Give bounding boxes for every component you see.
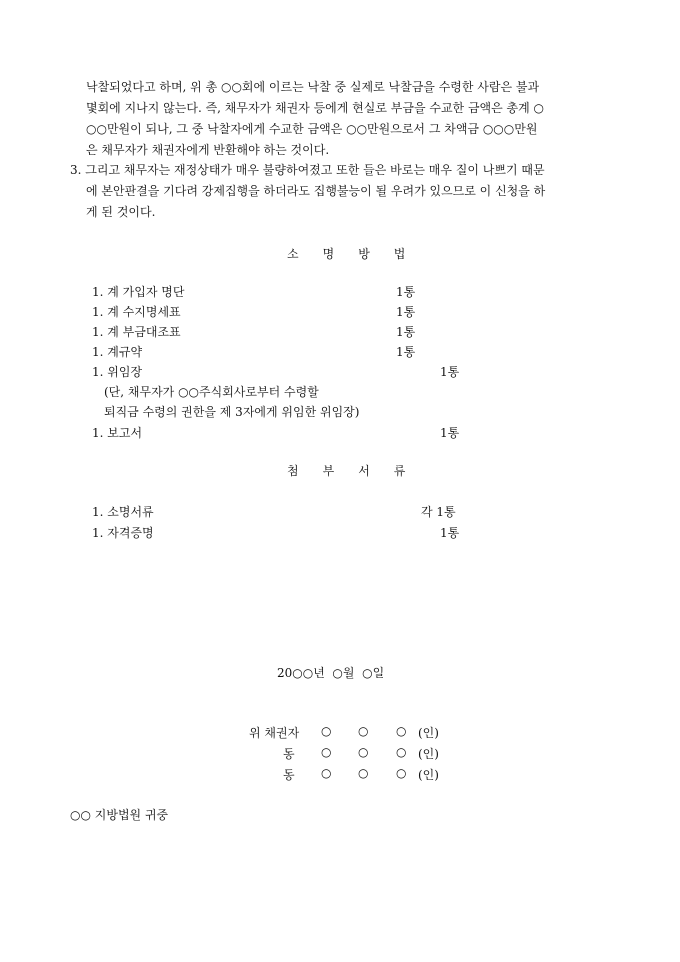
paragraph-3-line: 게 된 것이다. — [86, 205, 156, 219]
signature-name-char: ○ — [358, 724, 369, 738]
evidence-note: 퇴직금 수령의 권한을 제 3자에게 위임한 위임장) — [104, 405, 360, 419]
evidence-item: 1. 계 부금대조표 — [92, 325, 181, 339]
attachment-count: 각 1통 — [421, 505, 456, 519]
heading-char: 서 — [358, 464, 370, 478]
text-line: 낙찰되었다고 하며, 위 총 ○○회에 이르는 낙찰 중 실제로 낙찰금을 수령한 사람은 불과 — [86, 80, 540, 94]
attachment-item: 1. 소명서류 — [92, 505, 154, 519]
seal-mark: (인) — [418, 726, 439, 740]
evidence-count: 1통 — [396, 345, 416, 359]
paragraph-3-first-line: 3. 그리고 채무자는 재정상태가 매우 불량하여졌고 또한 들은 바로는 매우 질이 나쁘기 때문 — [70, 163, 545, 177]
court-addressee: ○○ 지방법원 귀중 — [70, 808, 169, 822]
heading-char: 부 — [322, 464, 335, 478]
evidence-count: 1통 — [396, 305, 416, 319]
evidence-count: 1통 — [440, 365, 460, 379]
attachments-heading — [287, 462, 405, 479]
heading-char: 류 — [393, 464, 406, 478]
paragraph-3-line: 에 본안판결을 기다려 강제집행을 하더라도 집행불능이 될 우려가 있으므로 이 신청을 하 — [86, 184, 546, 198]
evidence-item: 1. 계 수지명세표 — [92, 305, 181, 319]
heading-char: 소 — [287, 247, 299, 261]
heading-char: 법 — [393, 247, 406, 261]
evidence-count: 1통 — [396, 285, 416, 299]
evidence-count: 1통 — [396, 325, 416, 339]
signature-name-char: ○ — [321, 724, 332, 738]
evidence-item: 1. 계 가입자 명단 — [92, 285, 185, 299]
signature-name-char: ○ — [396, 745, 407, 759]
attachment-count: 1통 — [440, 526, 460, 540]
attachment-item: 1. 자격증명 — [92, 526, 154, 540]
document-date: 20○○년 ○월 ○일 — [277, 666, 385, 680]
evidence-item: 1. 계규약 — [92, 345, 143, 359]
paragraph-2-continuation — [86, 77, 608, 161]
signature-name-char: ○ — [358, 766, 369, 780]
signature-name-char: ○ — [396, 766, 407, 780]
heading-char: 방 — [358, 247, 370, 261]
signature-name-char: ○ — [358, 745, 369, 759]
evidence-heading — [287, 245, 405, 262]
signature-role: 동 — [283, 747, 295, 761]
heading-char: 첨 — [287, 464, 299, 478]
evidence-item: 1. 보고서 — [92, 426, 143, 440]
text-line: ○○만원이 되나, 그 중 낙찰자에게 수교한 금액은 ○○만원으로서 그 차액금 ○○○만원 — [86, 122, 538, 136]
signature-role: 동 — [283, 768, 295, 782]
signature-name-char: ○ — [321, 745, 332, 759]
heading-char: 명 — [322, 247, 335, 261]
signature-role: 위 채권자 — [249, 726, 300, 740]
evidence-count: 1통 — [440, 426, 460, 440]
seal-mark: (인) — [418, 747, 439, 761]
text-line: 은 채무자가 채권자에게 반환해야 하는 것이다. — [86, 143, 330, 157]
evidence-note: (단, 채무자가 ○○주식회사로부터 수령할 — [104, 385, 319, 399]
text-line: 몇회에 지나지 않는다. 즉, 채무자가 채권자 등에게 현실로 부금을 수교한 금액은 총계 ○ — [86, 101, 545, 115]
evidence-item: 1. 위임장 — [92, 365, 143, 379]
seal-mark: (인) — [418, 768, 439, 782]
signature-name-char: ○ — [321, 766, 332, 780]
signature-name-char: ○ — [396, 724, 407, 738]
